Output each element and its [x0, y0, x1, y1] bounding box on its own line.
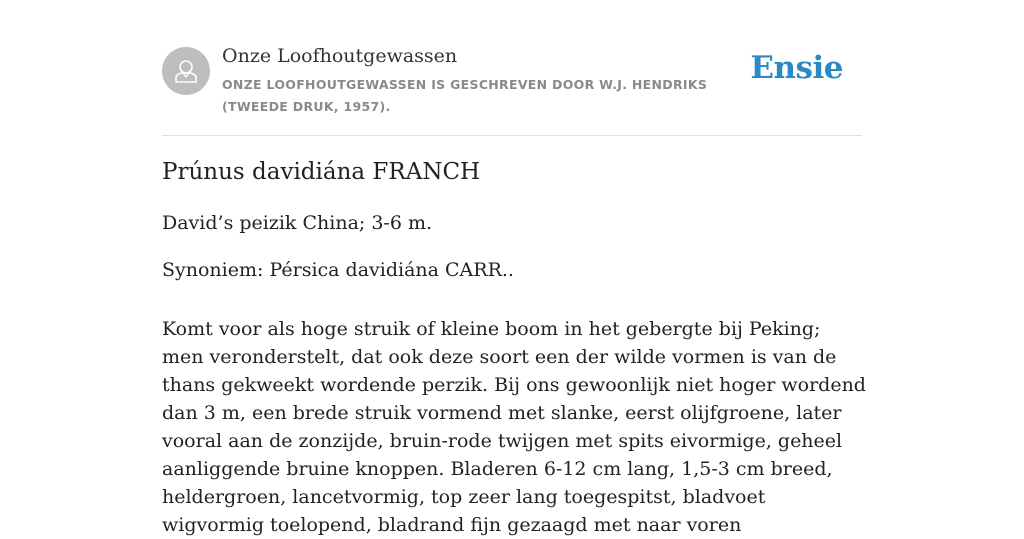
source-title[interactable]: Onze Loofhoutgewassen	[222, 45, 458, 67]
article-body: Komt voor als hoge struik of kleine boom in het gebergte bij Peking; men veronderstelt, dat ook deze soort een der wilde vormen is van de thans gekweekt wordende perzik. Bij ons gewoonlijk niet hoger wordend dan 3 m, een brede struik vormend met slanke, eerst olijfgroene, later vooral aan de zonzijde, bruin-rode twijgen met spits eivormige, geheel aanliggende bruine knoppen. Bladeren 6-12 cm lang, 1,5-3 cm breed, heldergroen, lancetvormig, top zeer lang toegespitst, bladvoet wigvormig toelopend, bladrand fijn gezaagd met naar voren	[162, 318, 866, 536]
ensie-logo[interactable]: Ensie	[750, 50, 843, 86]
common-name-line: David’s peizik China; 3-6 m.	[162, 212, 433, 234]
synonym-line: Synoniem: Pérsica davidiána CARR..	[162, 259, 514, 281]
page-content	[162, 0, 866, 536]
source-description: ONZE LOOFHOUTGEWASSEN IS GESCHREVEN DOOR W.J. HENDRIKS (TWEEDE DRUK, 1957).	[222, 77, 708, 114]
source-header	[162, 0, 862, 136]
user-icon	[162, 47, 210, 95]
avatar[interactable]	[162, 47, 210, 95]
article-title: Prúnus davidiána FRANCH	[162, 159, 481, 185]
